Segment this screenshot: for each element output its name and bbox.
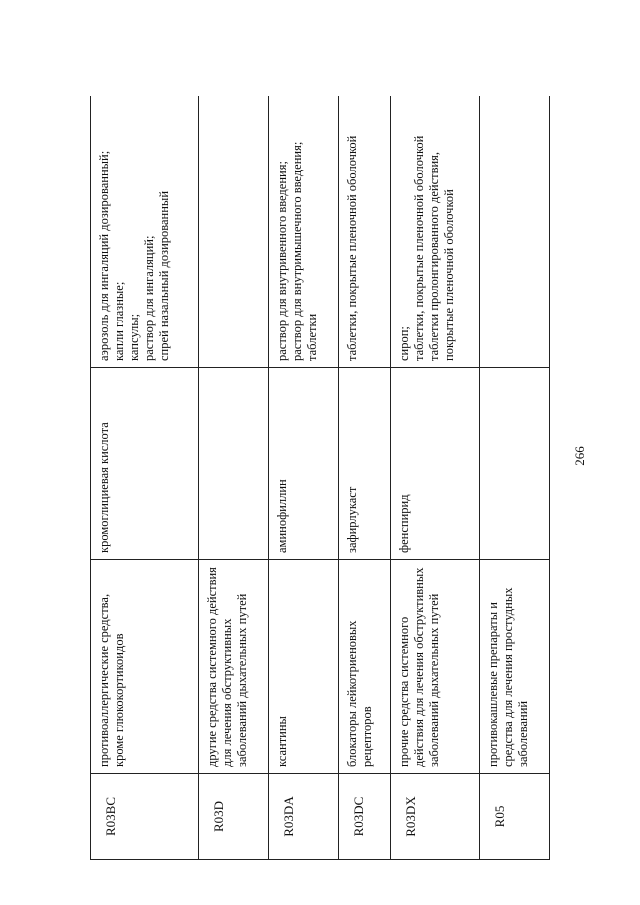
group-cell: противоаллергические средства, кроме глюкокортикоидов bbox=[91, 560, 199, 774]
dosage-forms-cell bbox=[91, 96, 199, 368]
inn-cell: зафирлукаст bbox=[339, 368, 390, 560]
atc-code-cell: R03DA bbox=[269, 774, 339, 860]
table-row bbox=[198, 96, 268, 860]
dosage-forms-cell bbox=[479, 96, 549, 368]
table-row bbox=[339, 96, 390, 860]
dosage-form-line: капли глазные; bbox=[112, 281, 126, 361]
dosage-form-line: сироп; bbox=[396, 326, 411, 361]
atc-code-cell: R03DC bbox=[339, 774, 390, 860]
dosage-form-line: таблетки bbox=[305, 313, 320, 361]
drug-table-container bbox=[90, 96, 550, 860]
table-row bbox=[390, 96, 479, 860]
atc-code-cell: R05 bbox=[479, 774, 549, 860]
dosage-forms-cell bbox=[390, 96, 479, 368]
dosage-forms-cell bbox=[198, 96, 268, 368]
dosage-forms-cell bbox=[339, 96, 390, 368]
inn-cell: аминофиллин bbox=[269, 368, 339, 560]
dosage-form-line: спрей назальный дозированный bbox=[157, 190, 171, 361]
atc-code-cell: R03D bbox=[198, 774, 268, 860]
inn-cell: кромоглициевая кислота bbox=[91, 368, 199, 560]
atc-code-cell: R03DX bbox=[390, 774, 479, 860]
dosage-forms-cell bbox=[269, 96, 339, 368]
group-cell: ксантины bbox=[269, 560, 339, 774]
dosage-form-line: раствор для внутривенного введения; bbox=[275, 161, 290, 361]
atc-drug-table bbox=[90, 96, 550, 860]
dosage-form-line: капсулы; bbox=[127, 313, 141, 361]
page-number: 266 bbox=[571, 446, 587, 466]
rotated-table-frame bbox=[90, 96, 550, 860]
table-row bbox=[91, 96, 199, 860]
group-cell: противокашлевые препараты и средства для лечения простудных заболеваний bbox=[479, 560, 549, 774]
dosage-form-line: таблетки, покрытые пленочной оболочкой bbox=[345, 135, 360, 361]
group-cell: другие средства системного действия для лечения обструктивных заболеваний дыхательных путей bbox=[198, 560, 268, 774]
group-cell: блокаторы лейкотриеновых рецепторов bbox=[339, 560, 390, 774]
inn-cell: фенспирид bbox=[390, 368, 479, 560]
atc-code-cell: R03BC bbox=[91, 774, 199, 860]
table-row bbox=[479, 96, 549, 860]
group-cell: прочие средства системного действия для лечения обструктивных заболеваний дыхательных путей bbox=[390, 560, 479, 774]
inn-cell bbox=[198, 368, 268, 560]
dosage-form-line: таблетки, покрытые пленочной оболочкой таблетки пролонгированного действия, покрытые пленочной оболочкой bbox=[411, 135, 456, 361]
dosage-form-line: раствор для внутримышечного введения; bbox=[290, 141, 305, 361]
inn-cell bbox=[479, 368, 549, 560]
table-row bbox=[269, 96, 339, 860]
dosage-form-line: аэрозоль для ингаляций дозированный; bbox=[97, 150, 111, 361]
dosage-form-line: раствор для ингаляций; bbox=[142, 235, 156, 361]
